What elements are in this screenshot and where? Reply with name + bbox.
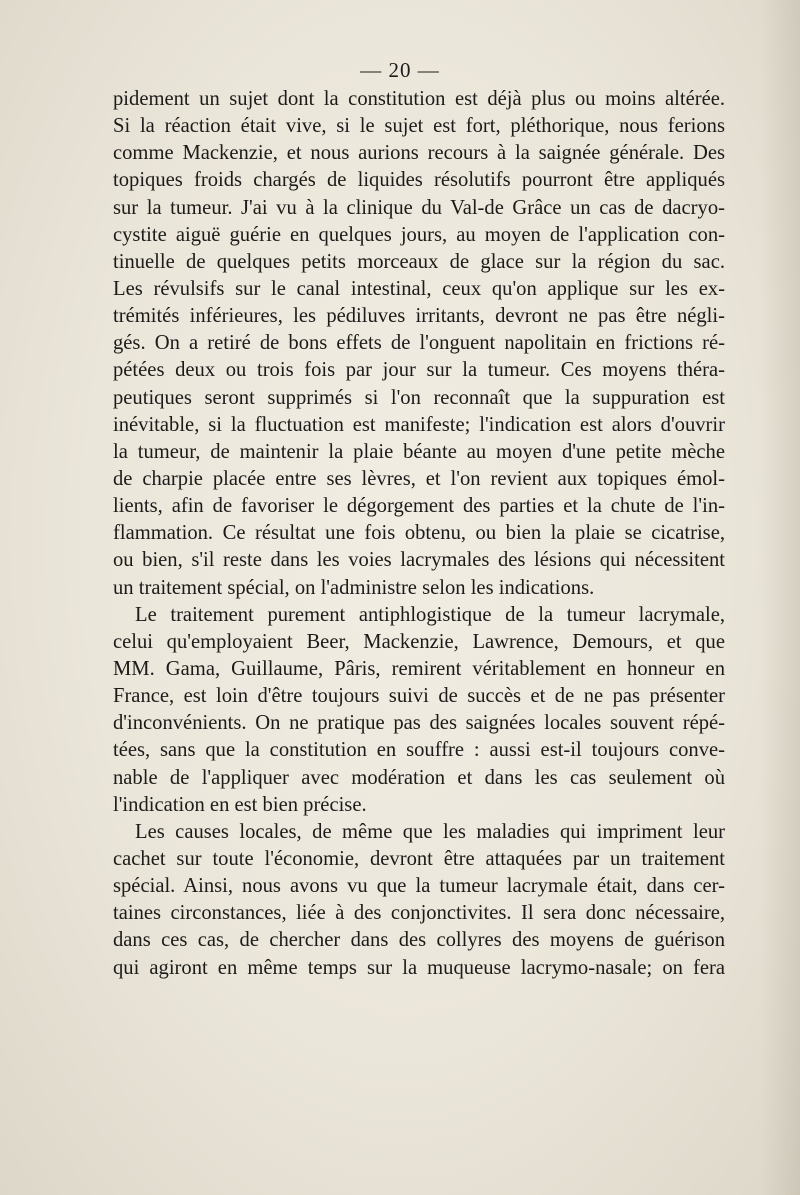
text-line: pidement un sujet dont la constitution est déjà plus ou moins altérée. [113,88,725,110]
text-line: trémités inférieures, les pédiluves irritants, devront ne pas être négli- [113,305,725,328]
text-line: qui agiront en même temps sur la muqueuse lacrymo-nasale; on fera [113,956,725,979]
text-line: cachet sur toute l'économie, devront être attaquées par un traitement [113,847,725,870]
text-line: la tumeur, de maintenir la plaie béante au moyen d'une petite mèche [113,440,725,463]
text-line: lients, afin de favoriser le dégorgement des parties et la chute de l'in- [113,495,725,518]
text-line: nable de l'appliquer avec modération et dans les cas seulement où [113,766,725,789]
text-line: peutiques seront supprimés si l'on reconnaît que la suppuration est [113,386,725,409]
text-line: MM. Gama, Guillaume, Pâris, remirent véritablement en honneur en [113,657,725,680]
text-line: Les causes locales, de même que les maladies qui impriment leur [135,820,725,843]
text-line: taines circonstances, liée à des conjonctivites. Il sera donc nécessaire, [113,902,725,925]
text-line: tinuelle de quelques petits morceaux de glace sur la région du sac. [113,250,725,273]
text-line: Le traitement purement antiphlogistique de la tumeur lacrymale, [135,603,725,626]
text-line: dans ces cas, de chercher dans des collyres des moyens de guérison [113,929,725,952]
text-line: France, est loin d'être toujours suivi de succès et de ne pas présenter [113,685,725,708]
text-line: flammation. Ce résultat une fois obtenu, ou bien la plaie se cicatrise, [113,522,725,545]
text-line: tées, sans que la constitution en souffre : aussi est-il toujours conve- [113,739,725,762]
text-line: celui qu'employaient Beer, Mackenzie, Lawrence, Demours, et que [113,630,725,653]
text-line: pétées deux ou trois fois par jour sur la tumeur. Ces moyens théra- [113,359,725,382]
text-line: d'inconvénients. On ne pratique pas des saignées locales souvent répé- [113,712,725,735]
text-line: topiques froids chargés de liquides résolutifs pourront être appliqués [113,169,725,192]
text-line: Les révulsifs sur le canal intestinal, ceux qu'on applique sur les ex- [113,277,725,300]
page-edge-shadow [760,0,800,1195]
text-line: de charpie placée entre ses lèvres, et l'on revient aux topiques émol- [113,467,725,490]
text-line: ou bien, s'il reste dans les voies lacrymales des lésions qui nécessitent [113,549,725,572]
text-line: inévitable, si la fluctuation est manifeste; l'indication est alors d'ouvrir [113,413,725,436]
text-line: l'indication en est bien précise. [113,793,367,816]
text-line: comme Mackenzie, et nous aurions recours à la saignée générale. Des [113,142,725,165]
page-number: — 20 — [360,58,440,82]
text-line: Si la réaction était vive, si le sujet est fort, pléthorique, nous ferions [113,115,725,138]
body-text [113,86,725,982]
text-line: sur la tumeur. J'ai vu à la clinique du Val-de Grâce un cas de dacryo- [113,196,725,219]
text-line: cystite aiguë guérie en quelques jours, au moyen de l'application con- [113,223,725,246]
text-line: spécial. Ainsi, nous avons vu que la tumeur lacrymale était, dans cer- [113,875,725,898]
text-line: gés. On a retiré de bons effets de l'onguent napolitain en frictions ré- [113,332,725,355]
text-line: un traitement spécial, on l'administre selon les indications. [113,576,595,599]
